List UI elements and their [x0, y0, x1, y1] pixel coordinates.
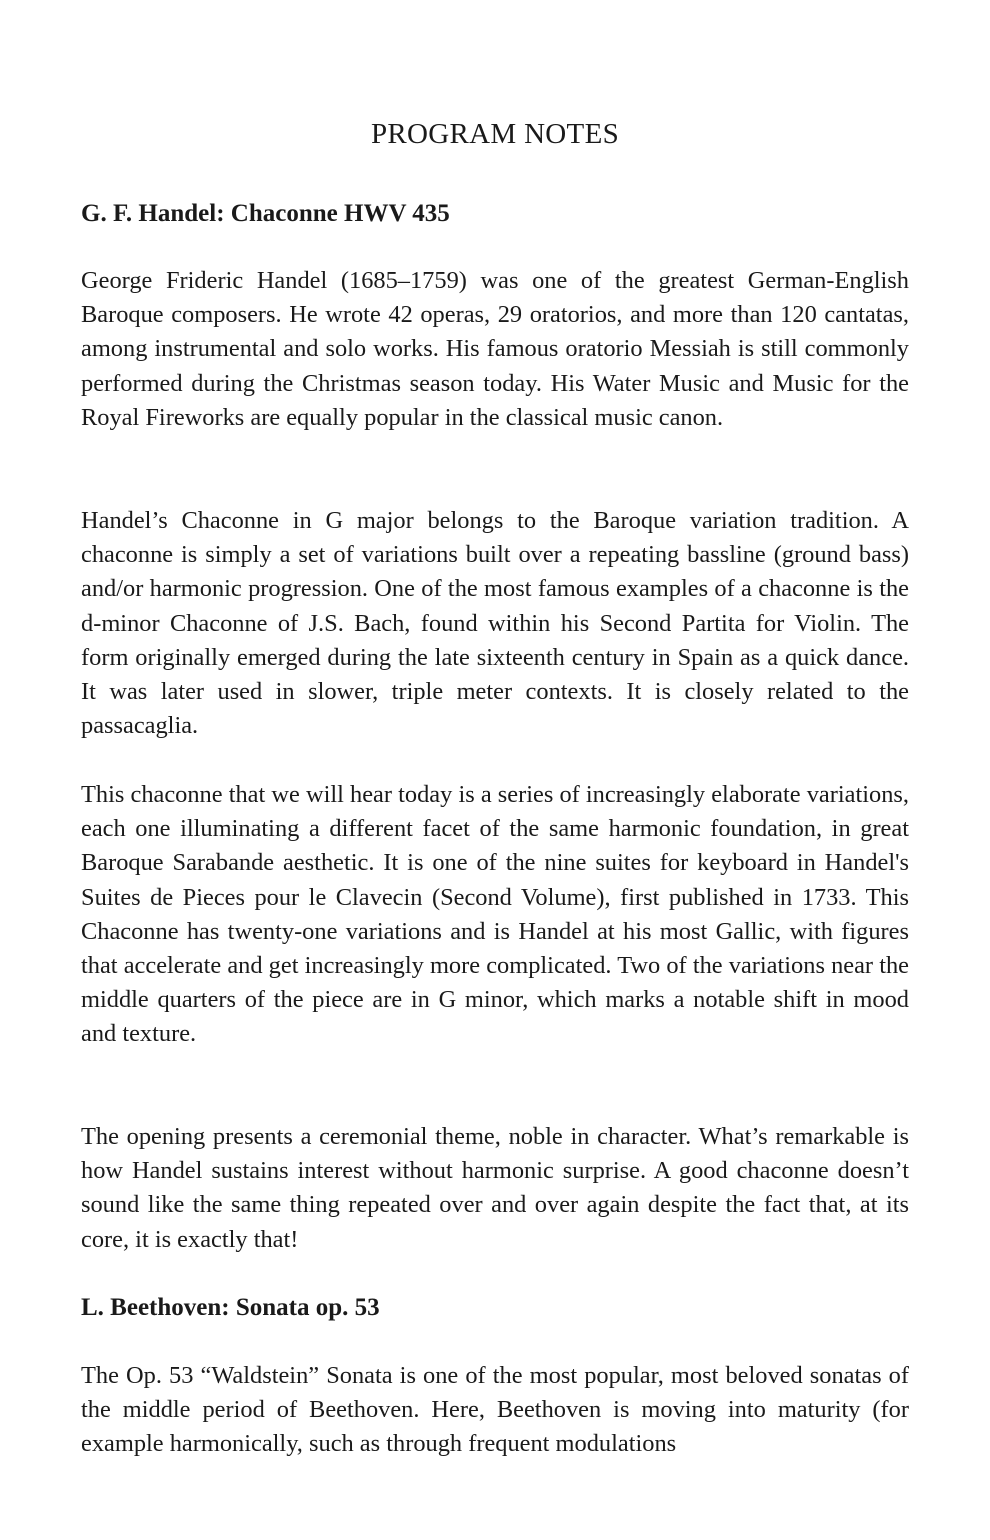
handel-paragraph-3: This chaconne that we will hear today is a series of increasingly elaborate variations, each one illuminating a different facet of the same harmonic foundation, in great Baroque Sarabande aesthetic. It is one of the nine suites for keyboard in Handel's Suites de Pieces pour le Clavecin (Second Volume), first published in 1733. This Chaconne has twenty-one variations and is Handel at his most Gallic, with figures that accelerate and get increasingly more complicated. Two of the variations near the middle quarters of the piece are in G minor, which marks a notable shift in mood and texture. — [81, 781, 909, 1048]
handel-paragraph-4: The opening presents a ceremonial theme, noble in character. What’s remarkable is how Handel sustains interest without harmonic surprise. A good chaconne doesn’t sound like the same thing repeated over and over again despite the fact that, at its core, it is exactly that! — [81, 1123, 909, 1253]
page-title: PROGRAM NOTES — [370, 118, 620, 150]
handel-paragraph-2: Handel’s Chaconne in G major belongs to the Baroque variation tradition. A chaconne is simply a set of variations built over a repeating bassline (ground bass) and/or harmonic progression. One of the most famous examples of a chaconne is the d-minor Chaconne of J.S. Bach, found within his Second Partita for Violin. The form originally emerged during the late sixteenth century in Spain as a quick dance. It was later used in slower, triple meter contexts. It is closely related to the passacaglia. — [81, 507, 909, 740]
section-heading-beethoven: L. Beethoven: Sonata op. 53 — [81, 1294, 380, 1321]
handel-paragraph-1: George Frideric Handel (1685–1759) was one of the greatest German-English Baroque composers. He wrote 42 operas, 29 oratorios, and more than 120 cantatas, among instrumental and solo works. His famous oratorio Messiah is still commonly performed during the Christmas season today. His Water Music and Music for the Royal Fireworks are equally popular in the classical music canon. — [81, 267, 909, 431]
section-heading-handel: G. F. Handel: Chaconne HWV 435 — [81, 200, 450, 227]
beethoven-paragraph-1: The Op. 53 “Waldstein” Sonata is one of the most popular, most beloved sonatas of the middle period of Beethoven. Here, Beethoven is moving into maturity (for example harmonically, such as through frequent modulations — [81, 1362, 909, 1458]
